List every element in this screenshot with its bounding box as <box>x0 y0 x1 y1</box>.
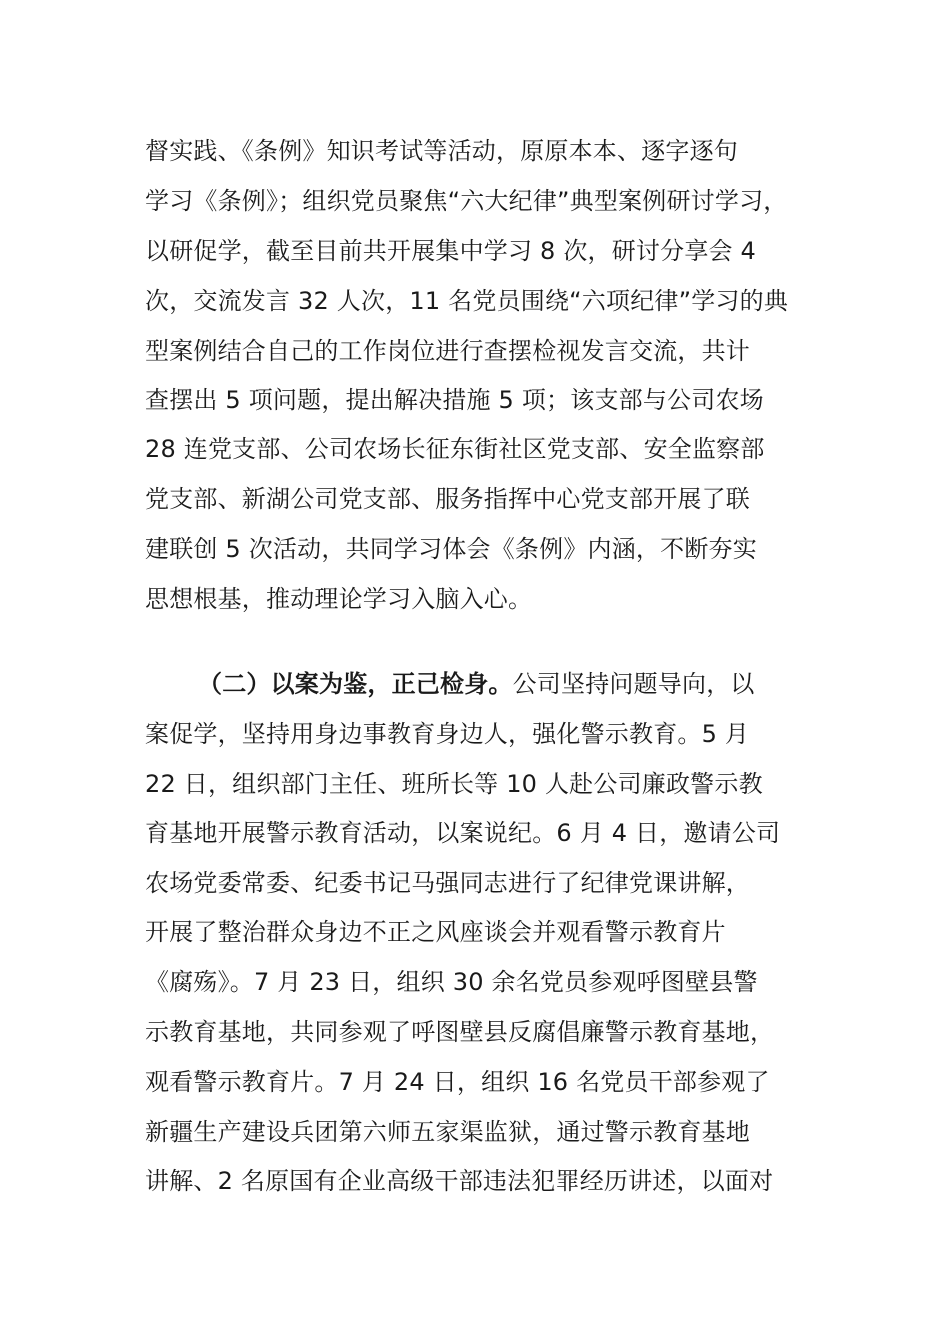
text-line: 新疆生产建设兵团第六师五家渠监狱，通过警示教育基地 <box>145 1118 750 1146</box>
text-line: 育基地开展警示教育活动，以案说纪。6 月 4 日，邀请公司 <box>145 819 781 847</box>
heading-following-text: 公司坚持问题导向，以 <box>512 670 755 698</box>
text-line: 思想根基，推动理论学习入脑入心。 <box>145 585 533 613</box>
text-line: 农场党委常委、纪委书记马强同志进行了纪律党课讲解， <box>145 869 750 897</box>
text-line: 28 连党支部、公司农场长征东街社区党支部、安全监察部 <box>145 435 765 463</box>
text-line: 次，交流发言 32 人次，11 名党员围绕“六项纪律”学习的典 <box>145 287 789 315</box>
text-line: 以研促学，截至目前共开展集中学习 8 次，研讨分享会 4 <box>145 237 757 265</box>
text-line: 开展了整治群众身边不正之风座谈会并观看警示教育片 <box>145 918 726 946</box>
text-line: 案促学，坚持用身边事教育身边人，强化警示教育。5 月 <box>145 720 750 748</box>
text-line: 型案例结合自己的工作岗位进行查摆检视发言交流，共计 <box>145 337 750 365</box>
text-line: 党支部、新湖公司党支部、服务指挥中心党支部开展了联 <box>145 485 750 513</box>
text-line: 22 日，组织部门主任、班所长等 10 人赴公司廉政警示教 <box>145 770 763 798</box>
section-heading: （二）以案为鉴，正己检身。 <box>198 670 513 698</box>
text-line: 观看警示教育片。7 月 24 日，组织 16 名党员干部参观了 <box>145 1068 770 1096</box>
text-line: 学习《条例》；组织党员聚焦“六大纪律”典型案例研讨学习， <box>145 187 788 215</box>
text-line: 建联创 5 次活动，共同学习体会《条例》内涵，不断夯实 <box>145 535 757 563</box>
text-line: 讲解、2 名原国有企业高级干部违法犯罪经历讲述，以面对 <box>145 1167 774 1195</box>
text-line-first <box>198 669 755 699</box>
text-line: 查摆出 5 项问题，提出解决措施 5 项；该支部与公司农场 <box>145 386 764 414</box>
text-line: 《腐殇》。7 月 23 日，组织 30 余名党员参观呼图壁县警 <box>145 968 758 996</box>
text-line: 督实践、《条例》知识考试等活动，原原本本、逐字逐句 <box>145 137 738 165</box>
text-line: 示教育基地，共同参观了呼图壁县反腐倡廉警示教育基地， <box>145 1018 775 1046</box>
